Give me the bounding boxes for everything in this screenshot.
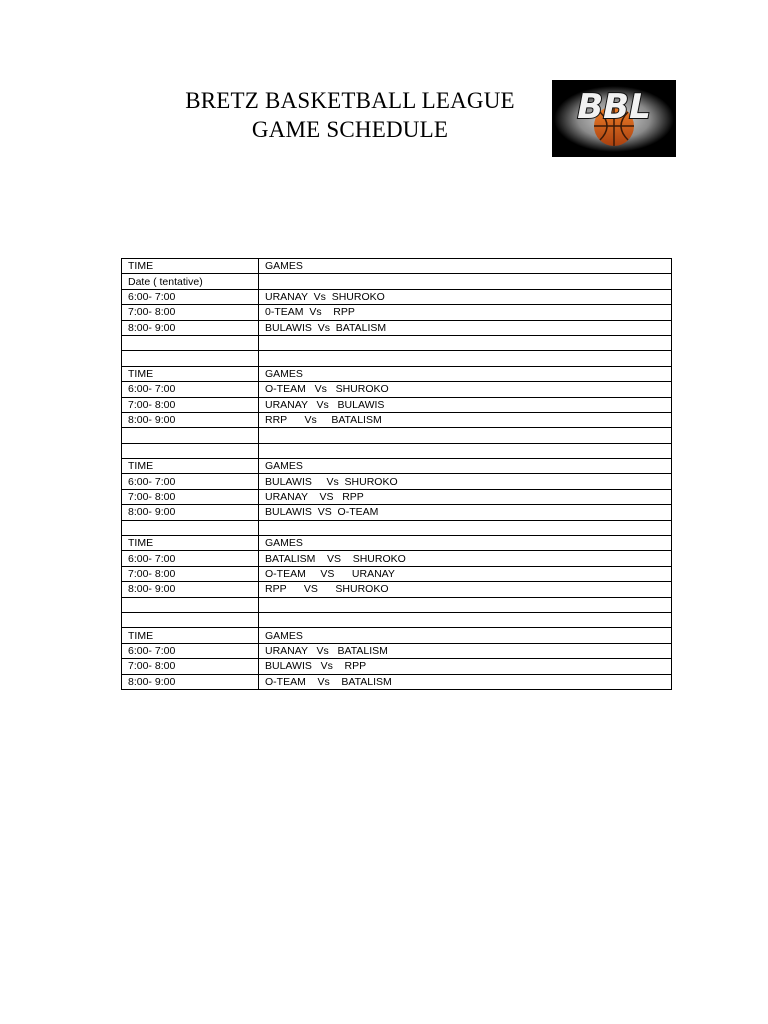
- games-cell: [259, 274, 672, 289]
- table-row: [122, 412, 672, 427]
- games-cell: [259, 351, 672, 366]
- time-cell: 7:00- 8:00: [122, 397, 259, 412]
- games-cell: GAMES: [259, 536, 672, 551]
- table-row: [122, 289, 672, 304]
- games-cell: GAMES: [259, 259, 672, 274]
- time-cell: [122, 335, 259, 350]
- games-cell: 0-TEAM Vs RPP: [259, 305, 672, 320]
- time-cell: 6:00- 7:00: [122, 643, 259, 658]
- table-row: [122, 351, 672, 366]
- games-cell: [259, 428, 672, 443]
- games-cell: BATALISM VS SHUROKO: [259, 551, 672, 566]
- time-cell: 8:00- 9:00: [122, 320, 259, 335]
- time-cell: [122, 612, 259, 627]
- table-row: [122, 382, 672, 397]
- time-cell: 7:00- 8:00: [122, 489, 259, 504]
- table-row: [122, 335, 672, 350]
- games-cell: GAMES: [259, 628, 672, 643]
- games-cell: [259, 597, 672, 612]
- table-row: [122, 659, 672, 674]
- games-cell: BULAWIS VS O-TEAM: [259, 505, 672, 520]
- games-cell: URANAY Vs SHUROKO: [259, 289, 672, 304]
- time-cell: TIME: [122, 628, 259, 643]
- table-row: [122, 674, 672, 689]
- table-row: [122, 320, 672, 335]
- time-cell: 8:00- 9:00: [122, 505, 259, 520]
- games-cell: RRP Vs BATALISM: [259, 412, 672, 427]
- table-row: [122, 597, 672, 612]
- time-cell: TIME: [122, 536, 259, 551]
- table-row: [122, 489, 672, 504]
- bbl-logo: [552, 80, 676, 157]
- games-cell: URANAY Vs BATALISM: [259, 643, 672, 658]
- time-cell: 6:00- 7:00: [122, 474, 259, 489]
- time-cell: TIME: [122, 459, 259, 474]
- table-row: [122, 628, 672, 643]
- table-row: [122, 305, 672, 320]
- time-cell: [122, 351, 259, 366]
- bbl-logo-graphic: [552, 80, 676, 157]
- table-row: [122, 536, 672, 551]
- page-title: [160, 86, 540, 144]
- time-cell: [122, 443, 259, 458]
- games-cell: URANAY VS RPP: [259, 489, 672, 504]
- table-row: [122, 612, 672, 627]
- time-cell: 8:00- 9:00: [122, 674, 259, 689]
- time-cell: 8:00- 9:00: [122, 582, 259, 597]
- time-cell: TIME: [122, 259, 259, 274]
- time-cell: [122, 520, 259, 535]
- table-row: [122, 505, 672, 520]
- table-row: [122, 259, 672, 274]
- games-cell: BULAWIS Vs SHUROKO: [259, 474, 672, 489]
- table-row: [122, 520, 672, 535]
- time-cell: 6:00- 7:00: [122, 382, 259, 397]
- games-cell: [259, 612, 672, 627]
- table-row: [122, 397, 672, 412]
- table-row: [122, 428, 672, 443]
- time-cell: 6:00- 7:00: [122, 551, 259, 566]
- table-row: [122, 274, 672, 289]
- games-cell: GAMES: [259, 459, 672, 474]
- time-cell: 6:00- 7:00: [122, 289, 259, 304]
- time-cell: 7:00- 8:00: [122, 566, 259, 581]
- games-cell: O-TEAM Vs BATALISM: [259, 674, 672, 689]
- games-cell: BULAWIS Vs RPP: [259, 659, 672, 674]
- games-cell: [259, 443, 672, 458]
- game-schedule-table: [121, 258, 672, 690]
- games-cell: BULAWIS Vs BATALISM: [259, 320, 672, 335]
- games-cell: [259, 335, 672, 350]
- games-cell: O-TEAM VS URANAY: [259, 566, 672, 581]
- games-cell: [259, 520, 672, 535]
- time-cell: Date ( tentative): [122, 274, 259, 289]
- time-cell: 8:00- 9:00: [122, 412, 259, 427]
- league-title: BRETZ BASKETBALL LEAGUE: [185, 88, 515, 113]
- time-cell: 7:00- 8:00: [122, 305, 259, 320]
- games-cell: O-TEAM Vs SHUROKO: [259, 382, 672, 397]
- logo-lettering: BBL: [577, 87, 651, 127]
- table-row: [122, 459, 672, 474]
- table-row: [122, 551, 672, 566]
- time-cell: [122, 597, 259, 612]
- table-row: [122, 443, 672, 458]
- games-cell: URANAY Vs BULAWIS: [259, 397, 672, 412]
- time-cell: [122, 428, 259, 443]
- table-row: [122, 582, 672, 597]
- table-row: [122, 643, 672, 658]
- time-cell: 7:00- 8:00: [122, 659, 259, 674]
- games-cell: GAMES: [259, 366, 672, 381]
- table-row: [122, 474, 672, 489]
- games-cell: RPP VS SHUROKO: [259, 582, 672, 597]
- schedule-subtitle: GAME SCHEDULE: [251, 117, 449, 142]
- table-row: [122, 366, 672, 381]
- table-row: [122, 566, 672, 581]
- time-cell: TIME: [122, 366, 259, 381]
